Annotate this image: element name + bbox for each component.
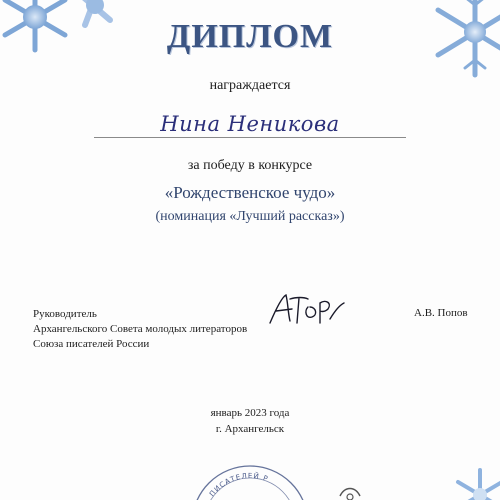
- signatory-role-line: Архангельского Совета молодых литераторов: [33, 323, 248, 335]
- svg-text:ПИСАТЕЛЕЙ Р: [208, 471, 269, 498]
- nomination-text: (номинация «Лучший рассказ»): [155, 209, 345, 224]
- signature-icon: [266, 289, 346, 333]
- recipient-underline: [94, 137, 406, 138]
- issue-city: г. Архангельск: [215, 423, 285, 435]
- signatory-role: [33, 307, 247, 352]
- contest-name: «Рождественское чудо»: [164, 183, 336, 202]
- issue-date: январь 2023 года: [210, 407, 290, 419]
- award-reason: за победу в конкурсе: [187, 158, 313, 173]
- seal-stamp: [188, 462, 312, 500]
- signatory-role-line: Руководитель: [33, 308, 97, 320]
- recipient-name: Нина Неникова: [160, 112, 340, 136]
- awarded-label: награждается: [209, 78, 291, 93]
- seal-text: ПИСАТЕЛЕЙ Р: [208, 471, 270, 499]
- diploma-title: ДИПЛОМ: [166, 18, 334, 55]
- ink-mark-icon: [337, 482, 363, 500]
- snowflake-decoration-bottom-right: [440, 460, 500, 500]
- signatory-role-line: Союза писателей России: [33, 338, 150, 350]
- signatory-name: А.В. Попов: [414, 307, 468, 319]
